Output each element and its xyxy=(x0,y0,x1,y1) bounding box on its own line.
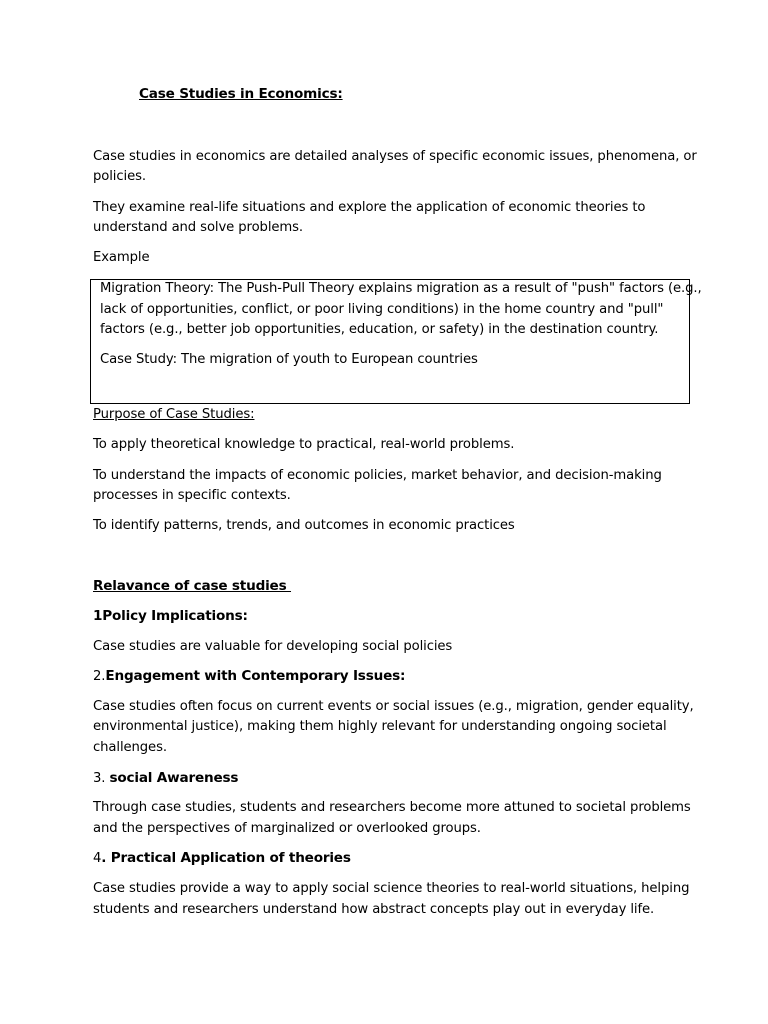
section-heading-text: social Awareness xyxy=(109,770,239,786)
purpose-item: To identify patterns, trends, and outcomes in economic practices xyxy=(93,518,515,533)
purpose-heading: Purpose of Case Studies: xyxy=(93,407,255,422)
section-text: challenges. xyxy=(93,740,167,755)
intro-line: Case studies in economics are detailed analyses of specific economic issues, phenomena, or xyxy=(93,149,697,164)
example-theory-line: factors (e.g., better job opportunities, education, or safety) in the destination country. xyxy=(100,322,659,337)
section-text: Through case studies, students and researchers become more attuned to societal problems xyxy=(93,800,691,815)
example-box xyxy=(90,279,702,404)
section-text: students and researchers understand how abstract concepts play out in everyday life. xyxy=(93,902,655,917)
example-case-study-line: Case Study: The migration of youth to European countries xyxy=(100,352,478,367)
section-number: 4 xyxy=(93,851,102,866)
document-title: Case Studies in Economics: xyxy=(139,86,343,102)
section-text: Case studies are valuable for developing social policies xyxy=(93,639,453,654)
section-text: Case studies often focus on current events or social issues (e.g., migration, gender equality, xyxy=(93,699,694,714)
purpose-item: To understand the impacts of economic policies, market behavior, and decision-making xyxy=(93,468,662,483)
example-theory-line: lack of opportunities, conflict, or poor living conditions) in the home country and "pull" xyxy=(100,302,664,317)
section-heading-text: Engagement with Contemporary Issues: xyxy=(105,668,406,684)
example-label: Example xyxy=(93,250,150,265)
section-text: Case studies provide a way to apply social science theories to real-world situations, helping xyxy=(93,881,690,896)
purpose-item: To apply theoretical knowledge to practical, real-world problems. xyxy=(93,437,515,452)
example-theory-line: Migration Theory: The Push-Pull Theory explains migration as a result of "push" factors (e.g., xyxy=(100,281,702,296)
section-heading-policy: 1Policy Implications: xyxy=(93,608,248,624)
purpose-item: processes in specific contexts. xyxy=(93,488,291,503)
intro-line: policies. xyxy=(93,169,146,184)
section-number: 3. xyxy=(93,771,110,786)
section-heading-application xyxy=(93,848,683,870)
section-number: 2. xyxy=(93,669,106,684)
relevance-heading: Relavance of case studies xyxy=(93,578,292,594)
section-text: and the perspectives of marginalized or overlooked groups. xyxy=(93,821,481,836)
section-text: environmental justice), making them highly relevant for understanding ongoing societal xyxy=(93,719,667,734)
intro-line: understand and solve problems. xyxy=(93,220,304,235)
intro-line: They examine real-life situations and explore the application of economic theories to xyxy=(93,200,646,215)
section-heading-awareness xyxy=(93,768,683,790)
section-heading-text: . Practical Application of theories xyxy=(101,850,351,866)
section-heading-engagement xyxy=(93,666,683,688)
